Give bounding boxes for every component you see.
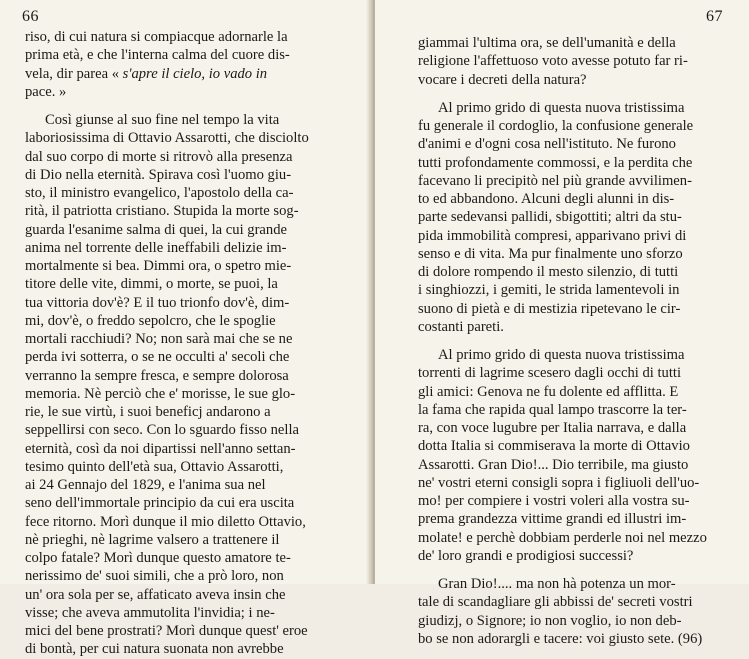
text-line: memoria. Nè perciò che e' morisse, le sue glo- <box>25 385 296 402</box>
text-line: religione l'affettuoso voto avesse potuto far ri- <box>418 53 688 70</box>
text-line: ai 24 Gennajo del 1829, e l'anima sua nel <box>25 477 266 493</box>
text-line: molate! e perchè dobbiam perderle noi nel mezzo <box>418 529 707 546</box>
text-line: fece ritorno. Morì dunque il mio diletto Ottavio, <box>25 513 306 530</box>
text-line: vocare i decreti della natura? <box>418 71 587 88</box>
text-line: Al primo grido di questa nuova tristissima <box>438 99 685 116</box>
text-line: nè prieghi, nè lagrime valsero a trattenere il <box>25 531 280 548</box>
text-line: pace. » <box>25 83 67 100</box>
text-line: seno dell'immortale principio da cui era uscita <box>25 495 295 512</box>
text-line: Assarotti. Gran Dio!... Dio terribile, ma giusto <box>418 456 689 473</box>
text-line: senso e di vita. Ma pur finalmente uno sforzo <box>418 245 683 262</box>
text-line: un' ora sola per se, affaticato aveva insin che <box>25 586 286 603</box>
text-line: mo! per compiere i vostri voleri alla vostra su- <box>418 493 690 509</box>
text-line: di dolore rompendo il mesto silenzio, di tutti <box>418 264 679 280</box>
text-line: di bontà, per cui natura suonata non avrebbe <box>25 641 284 658</box>
text-line: sto, il ministro evangelico, l'apostolo della ca- <box>25 185 294 201</box>
text-line: anima nel torrente delle ineffabili delizie im- <box>25 239 287 256</box>
text-line: ra, con voce lugubre per Italia narrava, e dalla <box>418 420 687 436</box>
text-line: dotta Italia si commiserava la morte di Ottavio <box>418 438 690 455</box>
text-line: de' loro grandi e prodigiosi successi? <box>418 547 634 564</box>
text-line: bo se non adorargli e tacere: voi giusto sete. (96) <box>418 630 703 647</box>
text-line: dal suo corpo di morte si ritrovò alla presenza <box>25 148 293 165</box>
text-line: nerissimo de' suoi simili, che a prò loro, non <box>25 568 284 585</box>
text-line: mortalmente si bea. Dimmi ora, o spetro mie- <box>25 258 292 274</box>
text-line: perda ivi sotterra, o se ne occulti a' secoli che <box>25 349 290 366</box>
text-line: tutti profondamente commossi, e la perdita che <box>418 154 693 171</box>
text-line: mi, dov'è, o freddo sepolcro, che le spoglie <box>25 312 276 329</box>
text-line: ne' vostri eterni consigli sopra i figliuoli dell'uo- <box>418 474 700 491</box>
text-line: verranno la sempre fresca, e sempre dolorosa <box>25 367 289 384</box>
text-line: tale di scandagliare gli abbissi de' secreti vostri <box>418 594 693 611</box>
text-line: rie, le sue virtù, i suoi beneficj andarono a <box>25 404 271 420</box>
text-line: rità, il patriotta cristiano. Stupida la morte sog- <box>25 203 299 220</box>
text-line: tesimo quinto dell'età sua, Ottavio Assarotti, <box>25 458 284 475</box>
text-line: Al primo grido di questa nuova tristissima <box>438 347 685 363</box>
text-line: suono di pietà e di mestizia ripetevano le cir- <box>418 300 681 317</box>
page-number-right: 67 <box>706 8 723 25</box>
text-line: mortali racchiudi? No; non sarà mai che se ne <box>25 331 293 347</box>
text-line: pida immobilità compresi, apparivano privi di <box>418 227 687 244</box>
text-line: di Dio nella eternità. Spirava così l'uomo giu- <box>25 166 292 183</box>
text-line: visse; che aveva ammutolita l'invidia; i ne- <box>25 604 275 621</box>
text-line: giudizj, o Signore; io non voglio, io non deb- <box>418 612 682 629</box>
text-line: to ed abbandono. Alcuni degli alunni in dis- <box>418 191 675 207</box>
text-line: la fama che rapida qual lampo trascorre la ter- <box>418 401 687 418</box>
right-page <box>375 0 749 647</box>
text-line: prema grandezza vittime grandi ed illustri im- <box>418 511 687 528</box>
text-line: riso, di cui natura si compiacque adornarle la <box>25 29 288 45</box>
text-line: gli amici: Genova ne fu dolente ed afflitta. E <box>418 383 679 400</box>
text-line: seppellirsi con seco. Con lo sguardo fisso nella <box>25 422 299 439</box>
right-page-text <box>418 34 730 648</box>
text-line: laboriosissima di Ottavio Assarotti, che disciolto <box>25 130 309 147</box>
text-line: facevano li precipitò nel più grande avvilimen- <box>418 172 692 189</box>
text-line: torrenti di lagrime scesero dagli occhi di tutti <box>418 365 682 382</box>
text-line: vela, dir parea « s'apre il cielo, io vado in <box>25 65 268 82</box>
text-line: giammai l'ultima ora, se dell'umanità e della <box>418 35 676 51</box>
left-page-text <box>25 28 340 659</box>
text-line: d'animi e d'ogni cosa nell'istituto. Ne furono <box>418 136 676 153</box>
text-line: eternità, così da noi dipartissi nell'anno settan- <box>25 440 296 457</box>
text-line: tua vittoria dov'è? E il tuo trionfo dov'è, dim- <box>25 294 290 311</box>
text-line: costanti pareti. <box>418 318 504 335</box>
text-line: colpo fatale? Morì dunque questo amatore te- <box>25 550 291 566</box>
text-line: i singhiozzi, i gemiti, le strida lamentevoli in <box>418 282 680 299</box>
left-page <box>0 0 372 658</box>
text-line: Gran Dio!.... ma non hà potenza un mor- <box>438 576 676 592</box>
text-line: titore delle vite, dimmi, o morte, se puoi, la <box>25 276 278 293</box>
text-line: prima età, e che l'interna calma del cuore dis- <box>25 47 290 64</box>
text-line: mici del bene prostrati? Morì dunque quest' eroe <box>25 623 308 639</box>
text-line: guarda l'esanime salma di quei, la cui grande <box>25 221 287 238</box>
text-line: fu generale il cordoglio, la confusione generale <box>418 118 694 134</box>
text-line: Così giunse al suo fine nel tempo la vita <box>45 112 280 128</box>
page-number-left: 66 <box>22 8 39 25</box>
text-line: parte sedevansi pallidi, sbigottiti; altri da stu- <box>418 209 682 226</box>
